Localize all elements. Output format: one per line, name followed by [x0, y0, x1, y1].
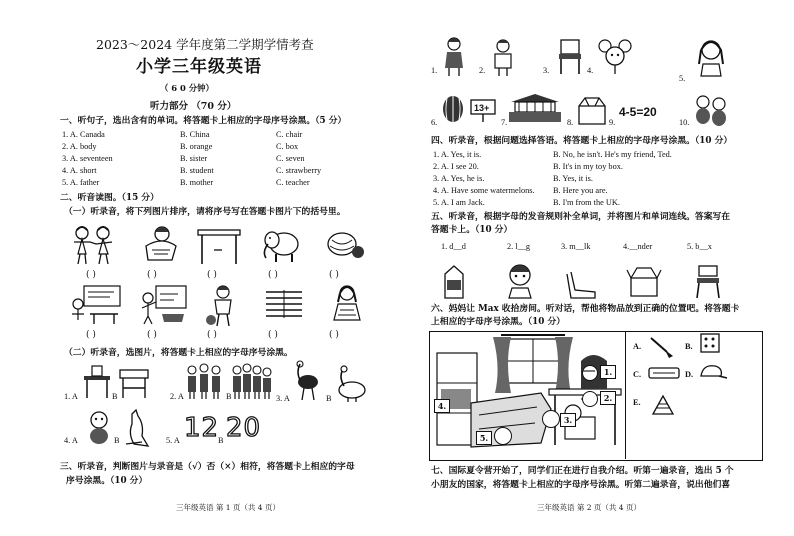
section4-instruction: 四、听录音，根据问题选择答语。将答题卡上相应的字母序号涂黑。（10 分）: [431, 136, 733, 146]
s1-r3-a: 3. A. seventeen: [62, 154, 113, 163]
math-equation: 4-5=20: [619, 105, 657, 119]
elephant-picture: [260, 226, 304, 264]
boy-book-picture: [489, 38, 517, 78]
girl-sitting-picture: [138, 224, 182, 266]
time-limit: （ 6 0 分钟）: [160, 83, 214, 93]
s4-r2-a: 2. A. I see 20.: [433, 162, 479, 171]
game-box-icon: [699, 332, 721, 356]
pencil-case-icon: [647, 364, 681, 382]
ostrich-picture: [290, 360, 322, 402]
milk-carton-picture: [441, 264, 467, 300]
pic-label-10: 10.: [679, 118, 690, 127]
shell-hat-icon: [649, 394, 677, 418]
s1-r5-c: C. teacher: [276, 178, 310, 187]
classroom-picture: [70, 284, 124, 326]
s4-r5-a: 5. A. I am Jack.: [433, 198, 485, 207]
s1-r3-c: C. seven: [276, 154, 305, 163]
section6-line2: 上相应的字母序号涂黑。（10 分）: [431, 317, 566, 327]
s1-r2-b: B. orange: [180, 142, 213, 151]
section3-line2: 序号涂黑。（10 分）: [66, 476, 148, 486]
spot-4[interactable]: 4.: [434, 399, 450, 413]
paren-5: ( ): [329, 270, 339, 280]
watermelon-picture: [441, 94, 465, 124]
family-b-picture: [230, 362, 274, 400]
s1-r4-b: B. student: [180, 166, 214, 175]
leg-picture: [565, 270, 601, 300]
pic-label-4: 4.: [587, 66, 594, 75]
listening-title: 听力部分 （70 分）: [150, 101, 237, 112]
word-1: 1. d__d: [441, 242, 466, 251]
teacher-board-picture: [138, 284, 188, 326]
pic-label-6: 6.: [431, 118, 438, 127]
q1-b-label: B: [112, 392, 118, 401]
chair-desk-picture: [82, 364, 112, 400]
s4-r4-a: 4. A. Have some watermelons.: [433, 186, 535, 195]
section2-instruction: 二、听音读图。（15 分）: [60, 193, 159, 203]
pic-label-8: 8.: [567, 118, 574, 127]
subject-title: 小学三年级英语: [136, 57, 262, 77]
section2-part2: （二）听录音，选图片，将答题卡上相应的字母序号涂黑。: [64, 348, 293, 358]
spot-5[interactable]: 5.: [476, 431, 492, 445]
word-5: 5. b__x: [687, 242, 712, 251]
left-footer: 三年级英语 第 1 页（共 4 页）: [176, 503, 280, 512]
s4-r4-b: B. Here you are.: [553, 186, 608, 195]
children-dancing-picture: [68, 224, 118, 266]
paintbrush-icon: [647, 334, 675, 358]
year-line: 2023～2024 学年度第二学期学情考查: [96, 37, 314, 52]
right-footer: 三年级英语 第 2 页（共 4 页）: [537, 503, 641, 512]
paren-3: ( ): [207, 270, 217, 280]
paren-8: ( ): [207, 330, 217, 340]
family-a-picture: [184, 362, 224, 400]
number-twelve: 12: [184, 413, 220, 443]
palace-picture: [507, 92, 563, 126]
section3-line1: 三、听录音，判断图片与录音是（√）否（×）相符，将答题卡上相应的字母: [60, 462, 355, 472]
number-twenty: 20: [226, 413, 262, 443]
pic-label-9: 9.: [609, 118, 616, 127]
section2-part1: （一）听录音，将下列图片排序，请将序号写在答题卡图片下的括号里。: [64, 207, 346, 217]
desk-picture: [196, 226, 242, 266]
boy-ball-picture: [205, 284, 241, 328]
s1-r2-c: C. box: [276, 142, 299, 151]
right-page: [397, 0, 794, 536]
mouse-picture: [597, 38, 633, 76]
s1-r1-b: B. China: [180, 130, 210, 139]
age-sign-picture: [469, 98, 499, 124]
q5-a-label: 5. A: [166, 436, 180, 445]
word-2: 2. l__g: [507, 242, 531, 251]
stool-picture: [693, 264, 723, 300]
monkeys-picture: [693, 94, 729, 128]
girl-thinking-picture: [693, 38, 729, 78]
s4-r3-b: B. Yes, it is.: [553, 174, 593, 183]
section7-line1: 七、国际夏令营开始了，同学们正在进行自我介绍。听第一遍录音，选出 5 个: [431, 466, 734, 476]
section5-line1: 五、听录音，根据字母的发音规则补全单词，并将图片和单词连线。答案写在: [431, 212, 731, 222]
option-e: E.: [633, 398, 641, 407]
boy-head-picture: [505, 262, 535, 300]
kangaroo-picture: [120, 408, 152, 448]
word-4: 4.__nder: [623, 242, 653, 251]
option-b: B.: [685, 342, 693, 351]
s1-r3-b: B. sister: [180, 154, 208, 163]
s4-r1-a: 1. A. Yes, it is.: [433, 150, 482, 159]
section5-line2: 答题卡上。（10 分）: [431, 225, 513, 235]
q3-b-label: B: [326, 394, 332, 403]
q2-a-label: 2. A: [170, 392, 184, 401]
goose-picture: [334, 364, 368, 402]
pic-label-3: 3.: [543, 66, 550, 75]
pic-label-1: 1.: [431, 66, 438, 75]
section1-instruction: 一、听句子，选出含有的单词。将答题卡上相应的字母序号涂黑。（5 分）: [60, 116, 347, 126]
s1-r4-a: 4. A. short: [62, 166, 97, 175]
q5-b-label: B: [218, 436, 224, 445]
word-3: 3. m__lk: [561, 242, 591, 251]
section6-line1: 六、妈妈让 Max 收拾房间。听对话，帮他将物品放到正确的位置吧。将答题卡: [431, 304, 740, 314]
book-pages-picture: [264, 288, 304, 320]
spot-1[interactable]: 1.: [600, 365, 616, 379]
option-c: C.: [633, 370, 642, 379]
pic-label-7: 7.: [501, 118, 508, 127]
q3-a-label: 3. A: [276, 394, 290, 403]
s1-r1-a: 1. A. Canada: [62, 130, 105, 139]
paren-10: ( ): [329, 330, 339, 340]
paren-9: ( ): [268, 330, 278, 340]
box-picture: [575, 96, 609, 126]
paren-6: ( ): [86, 330, 96, 340]
s1-r4-c: C. strawberry: [276, 166, 322, 175]
cap-icon: [697, 362, 727, 384]
age-sign-text: 13+: [474, 103, 490, 113]
option-a: A.: [633, 342, 642, 351]
s4-r3-a: 3. A. Yes, he is.: [433, 174, 485, 183]
chair-picture: [553, 36, 587, 78]
paren-2: ( ): [147, 270, 157, 280]
q2-b-label: B: [226, 392, 232, 401]
paren-4: ( ): [268, 270, 278, 280]
s4-r1-b: B. No, he isn't. He's my friend, Ted.: [553, 150, 672, 159]
squirrel-picture: [84, 410, 114, 446]
open-box-picture: [627, 266, 661, 298]
option-d: D.: [685, 370, 694, 379]
paren-7: ( ): [147, 330, 157, 340]
section7-line2: 小朋友的国家，将答题卡上相应的字母序号涂黑。听第二遍录音，说出他们喜: [431, 480, 731, 490]
spot-3[interactable]: 3.: [560, 413, 576, 427]
school-desk-picture: [118, 366, 150, 400]
pic-label-5: 5.: [679, 74, 686, 83]
s1-r1-c: C. chair: [276, 130, 303, 139]
pic-label-2: 2.: [479, 66, 486, 75]
fruit-picture: [326, 228, 366, 262]
girl-reading-picture: [439, 36, 469, 78]
room-divider: [625, 331, 626, 459]
paren-1: ( ): [86, 270, 96, 280]
girl-picture: [330, 284, 364, 326]
s4-r5-b: B. I'm from the UK.: [553, 198, 620, 207]
q1-a-label: 1. A: [64, 392, 78, 401]
s1-r2-a: 2. A. body: [62, 142, 97, 151]
spot-2[interactable]: 2.: [600, 391, 616, 405]
s1-r5-a: 5. A. father: [62, 178, 100, 187]
q4-a-label: 4. A: [64, 436, 78, 445]
s4-r2-b: B. It's in my toy box.: [553, 162, 623, 171]
s1-r5-b: B. mother: [180, 178, 214, 187]
connector-lines: [431, 333, 625, 457]
q4-b-label: B: [114, 436, 120, 445]
